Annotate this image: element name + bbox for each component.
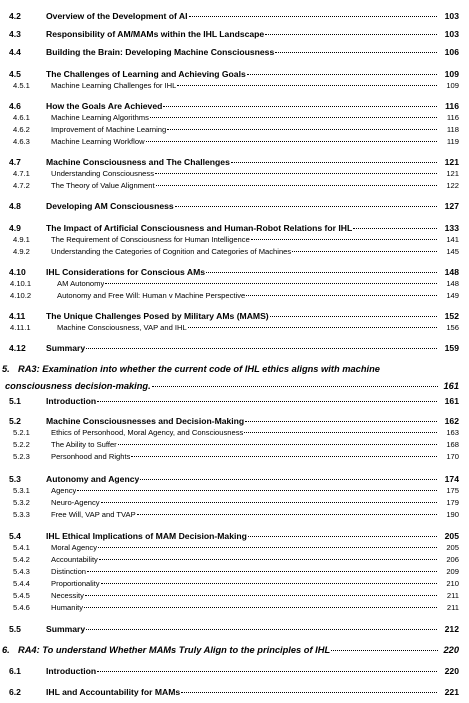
toc-entry-number: 5.4.3 bbox=[13, 567, 30, 576]
toc-dot-leader bbox=[265, 34, 437, 35]
toc-dot-leader bbox=[275, 52, 437, 53]
toc-dot-leader bbox=[270, 316, 437, 317]
toc-entry-number: 5.4.5 bbox=[13, 591, 30, 600]
toc-dot-leader bbox=[181, 692, 437, 693]
toc-entry-title: Autonomy and Agency bbox=[46, 474, 140, 484]
toc-dot-leader bbox=[87, 571, 437, 572]
toc-entry-page-number: 116 bbox=[445, 101, 459, 111]
toc-entry-page-number: 163 bbox=[446, 428, 459, 437]
toc-entry-number: 4.6.1 bbox=[13, 113, 30, 122]
toc-entry-title: Overview of the Development of AI bbox=[46, 11, 188, 21]
toc-entry-title: Proportionality bbox=[51, 579, 100, 588]
toc-entry-title: Machine Consciousness, VAP and IHL bbox=[57, 323, 187, 332]
toc-entry-title: Machine Learning Algorithms bbox=[51, 113, 149, 122]
toc-entry-page-number: 106 bbox=[444, 47, 459, 57]
toc-entry-title: Introduction bbox=[46, 396, 97, 406]
toc-entry-number: 4.5.1 bbox=[13, 81, 30, 90]
toc-entry-page-number: 152 bbox=[444, 311, 459, 321]
toc-entry-title: Improvement of Machine Learning bbox=[51, 125, 167, 134]
toc-dot-leader bbox=[131, 456, 437, 457]
toc-entry-title: The Challenges of Learning and Achieving Goals bbox=[46, 69, 246, 79]
toc-dot-leader bbox=[206, 272, 437, 273]
toc-entry-page-number: 118 bbox=[446, 125, 459, 134]
toc-dot-leader bbox=[99, 559, 437, 560]
toc-dot-leader bbox=[98, 547, 437, 548]
toc-entry-title: RA4: To understand Whether MAMs Truly Align to the principles of IHL bbox=[18, 645, 331, 655]
toc-entry-number: 5.1 bbox=[9, 396, 21, 406]
toc-entry-number: 5.2.3 bbox=[13, 452, 30, 461]
toc-dot-leader bbox=[101, 583, 437, 584]
toc-entry-number: 6.1 bbox=[9, 666, 21, 676]
toc-entry-number: 4.11 bbox=[9, 311, 26, 321]
toc-dot-leader bbox=[101, 502, 437, 503]
toc-entry-page-number: 205 bbox=[446, 543, 459, 552]
toc-entry-page-number: 162 bbox=[444, 416, 459, 426]
toc-entry-page-number: 122 bbox=[446, 181, 459, 190]
toc-entry-page-number: 121 bbox=[444, 157, 459, 167]
toc-entry-title: Machine Consciousnesses and Decision-Making bbox=[46, 416, 245, 426]
toc-dot-leader bbox=[97, 401, 437, 402]
toc-entry-number: 5.3.1 bbox=[13, 486, 30, 495]
toc-entry-page-number: 190 bbox=[446, 510, 459, 519]
toc-entry-page-number: 103 bbox=[444, 11, 459, 21]
toc-entry-page-number: 211 bbox=[446, 591, 459, 600]
toc-entry-number: 5.3 bbox=[9, 474, 21, 484]
toc-dot-leader bbox=[244, 432, 437, 433]
toc-dot-leader bbox=[156, 185, 437, 186]
toc-entry-title: Introduction bbox=[46, 666, 97, 676]
toc-entry-title: The Ability to Suffer bbox=[51, 440, 117, 449]
toc-dot-leader bbox=[247, 74, 437, 75]
toc-entry-title: Machine Learning Challenges for IHL bbox=[51, 81, 177, 90]
toc-entry-number: 4.8 bbox=[9, 201, 21, 211]
toc-entry-title: Machine Learning Workflow bbox=[51, 137, 145, 146]
toc-entry-number: 5.2 bbox=[9, 416, 21, 426]
toc-entry-page-number: 161 bbox=[443, 381, 459, 391]
toc-entry-number: 4.6 bbox=[9, 101, 21, 111]
toc-dot-leader bbox=[97, 671, 437, 672]
toc-entry-number: 5.3.2 bbox=[13, 498, 30, 507]
toc-dot-leader bbox=[140, 479, 437, 480]
toc-entry-title: Ethics of Personhood, Moral Agency, and Consciousness bbox=[51, 428, 244, 437]
toc-entry-page-number: 109 bbox=[446, 81, 459, 90]
toc-dot-leader bbox=[84, 607, 437, 608]
toc-dot-leader bbox=[188, 327, 437, 328]
toc-entry-title: Free Will, VAP and TVAP bbox=[51, 510, 136, 519]
toc-entry-title: IHL Ethical Implications of MAM Decision-Making bbox=[46, 531, 247, 541]
toc-entry-page-number: 168 bbox=[446, 440, 459, 449]
toc-entry-title: IHL and Accountability for MAMs bbox=[46, 687, 181, 697]
toc-entry-page-number: 148 bbox=[446, 279, 459, 288]
toc-entry-number: 4.7.1 bbox=[13, 169, 30, 178]
toc-dot-leader bbox=[152, 386, 438, 387]
toc-entry-page-number: 159 bbox=[444, 343, 459, 353]
toc-entry-page-number: 205 bbox=[444, 531, 459, 541]
toc-entry-title: IHL Considerations for Conscious AMs bbox=[46, 267, 206, 277]
toc-entry-title: The Impact of Artificial Consciousness and Human-Robot Relations for IHL bbox=[46, 223, 353, 233]
toc-entry-page-number: 119 bbox=[446, 137, 459, 146]
toc-dot-leader bbox=[292, 251, 437, 252]
toc-entry-number: 5.4.4 bbox=[13, 579, 30, 588]
toc-dot-leader bbox=[163, 106, 437, 107]
toc-dot-leader bbox=[189, 16, 437, 17]
toc-entry-page-number: 210 bbox=[446, 579, 459, 588]
toc-entry-title: Developing AM Consciousness bbox=[46, 201, 174, 211]
toc-entry-number: 5.4.2 bbox=[13, 555, 30, 564]
toc-entry-number: 4.4 bbox=[9, 47, 21, 57]
toc-dot-leader bbox=[248, 536, 437, 537]
toc-entry-title: Autonomy and Free Will: Human v Machine Perspective bbox=[57, 291, 246, 300]
toc-entry-title: Neuro-Agency bbox=[51, 498, 100, 507]
toc-entry-number: 5.5 bbox=[9, 624, 21, 634]
toc-entry-number: 5.4.1 bbox=[13, 543, 30, 552]
toc-entry-page-number: 149 bbox=[446, 291, 459, 300]
toc-entry-page-number: 211 bbox=[446, 603, 459, 612]
toc-entry-title: AM Autonomy bbox=[57, 279, 105, 288]
toc-entry-title: The Unique Challenges Posed by Military AMs (MAMS) bbox=[46, 311, 269, 321]
toc-entry-page-number: 175 bbox=[446, 486, 459, 495]
toc-entry-page-number: 179 bbox=[446, 498, 459, 507]
toc-entry-title: Understanding the Categories of Cognition and Categories of Machines bbox=[51, 247, 292, 256]
toc-entry-title: Necessity bbox=[51, 591, 84, 600]
toc-dot-leader bbox=[177, 85, 437, 86]
toc-entry-page-number: 220 bbox=[444, 666, 459, 676]
toc-entry-page-number: 206 bbox=[446, 555, 459, 564]
toc-entry-page-number: 116 bbox=[446, 113, 459, 122]
toc-entry-title-continued: consciousness decision-making. bbox=[5, 381, 151, 391]
toc-entry-number: 5.2.1 bbox=[13, 428, 30, 437]
toc-entry-title: Moral Agency bbox=[51, 543, 98, 552]
toc-entry-page-number: 212 bbox=[444, 624, 459, 634]
toc-entry-page-number: 148 bbox=[444, 267, 459, 277]
toc-dot-leader bbox=[86, 629, 437, 630]
toc-entry-title: Distinction bbox=[51, 567, 87, 576]
toc-entry-number: 5.2.2 bbox=[13, 440, 30, 449]
toc-entry-page-number: 103 bbox=[444, 29, 459, 39]
toc-entry-title: Personhood and Rights bbox=[51, 452, 131, 461]
toc-entry-number: 4.5 bbox=[9, 69, 21, 79]
toc-dot-leader bbox=[77, 490, 437, 491]
toc-entry-page-number: 221 bbox=[444, 687, 459, 697]
toc-entry-number: 4.7.2 bbox=[13, 181, 30, 190]
toc-entry-title: Accountability bbox=[51, 555, 98, 564]
toc-dot-leader bbox=[245, 421, 437, 422]
toc-dot-leader bbox=[85, 595, 437, 596]
toc-entry-number: 6.2 bbox=[9, 687, 21, 697]
toc-entry-number: 5.4.6 bbox=[13, 603, 30, 612]
toc-entry-number: 5. bbox=[2, 364, 10, 374]
toc-entry-number: 4.9 bbox=[9, 223, 21, 233]
toc-entry-title: Machine Consciousness and The Challenges bbox=[46, 157, 230, 167]
toc-entry-number: 4.3 bbox=[9, 29, 21, 39]
toc-entry-title: Humanity bbox=[51, 603, 84, 612]
toc-entry-title: Agency bbox=[51, 486, 77, 495]
toc-dot-leader bbox=[105, 283, 437, 284]
toc-entry-number: 4.2 bbox=[9, 11, 21, 21]
toc-entry-page-number: 220 bbox=[443, 645, 459, 655]
toc-entry-page-number: 133 bbox=[444, 223, 459, 233]
toc-entry-page-number: 170 bbox=[446, 452, 459, 461]
toc-entry-title: Building the Brain: Developing Machine Consciousness bbox=[46, 47, 275, 57]
toc-entry-page-number: 209 bbox=[446, 567, 459, 576]
toc-entry-number: 5.4 bbox=[9, 531, 21, 541]
toc-dot-leader bbox=[175, 206, 437, 207]
toc-dot-leader bbox=[331, 650, 438, 651]
toc-entry-number: 5.3.3 bbox=[13, 510, 30, 519]
toc-entry-number: 4.6.3 bbox=[13, 137, 30, 146]
toc-entry-page-number: 156 bbox=[446, 323, 459, 332]
toc-dot-leader bbox=[246, 295, 437, 296]
toc-entry-number: 4.10.2 bbox=[10, 291, 32, 300]
toc-entry-page-number: 109 bbox=[444, 69, 459, 79]
toc-dot-leader bbox=[146, 141, 437, 142]
toc-entry-number: 4.10 bbox=[9, 267, 26, 277]
toc-entry-page-number: 127 bbox=[444, 201, 459, 211]
toc-entry-number: 4.7 bbox=[9, 157, 21, 167]
toc-dot-leader bbox=[137, 514, 437, 515]
toc-entry-page-number: 141 bbox=[446, 235, 459, 244]
toc-entry-title: Summary bbox=[46, 624, 86, 634]
toc-entry-title: RA3: Examination into whether the current code of IHL ethics aligns with machine bbox=[18, 364, 380, 374]
toc-dot-leader bbox=[86, 348, 437, 349]
toc-entry-title: Responsibility of AM/MAMs within the IHL Landscape bbox=[46, 29, 265, 39]
toc-dot-leader bbox=[231, 162, 437, 163]
toc-entry-number: 4.12 bbox=[9, 343, 26, 353]
toc-entry-title: How the Goals Are Achieved bbox=[46, 101, 163, 111]
toc-entry-title: The Theory of Value Alignment bbox=[51, 181, 155, 190]
toc-entry-title: Summary bbox=[46, 343, 86, 353]
toc-entry-number: 4.9.2 bbox=[13, 247, 30, 256]
toc-entry-number: 4.6.2 bbox=[13, 125, 30, 134]
toc-entry-page-number: 161 bbox=[444, 396, 459, 406]
toc-dot-leader bbox=[118, 444, 437, 445]
toc-dot-leader bbox=[167, 129, 437, 130]
toc-entry-page-number: 174 bbox=[444, 474, 459, 484]
toc-dot-leader bbox=[353, 228, 437, 229]
toc-dot-leader bbox=[251, 239, 437, 240]
toc-entry-number: 4.11.1 bbox=[10, 323, 31, 332]
toc-entry-number: 4.10.1 bbox=[10, 279, 32, 288]
toc-entry-number: 6. bbox=[2, 645, 10, 655]
toc-entry-number: 4.9.1 bbox=[13, 235, 30, 244]
toc-dot-leader bbox=[155, 173, 437, 174]
toc-dot-leader bbox=[150, 117, 437, 118]
toc-entry-page-number: 145 bbox=[446, 247, 459, 256]
toc-entry-page-number: 121 bbox=[446, 169, 459, 178]
toc-entry-title: Understanding Consciousness bbox=[51, 169, 154, 178]
toc-entry-title: The Requirement of Consciousness for Human Intelligence bbox=[51, 235, 250, 244]
